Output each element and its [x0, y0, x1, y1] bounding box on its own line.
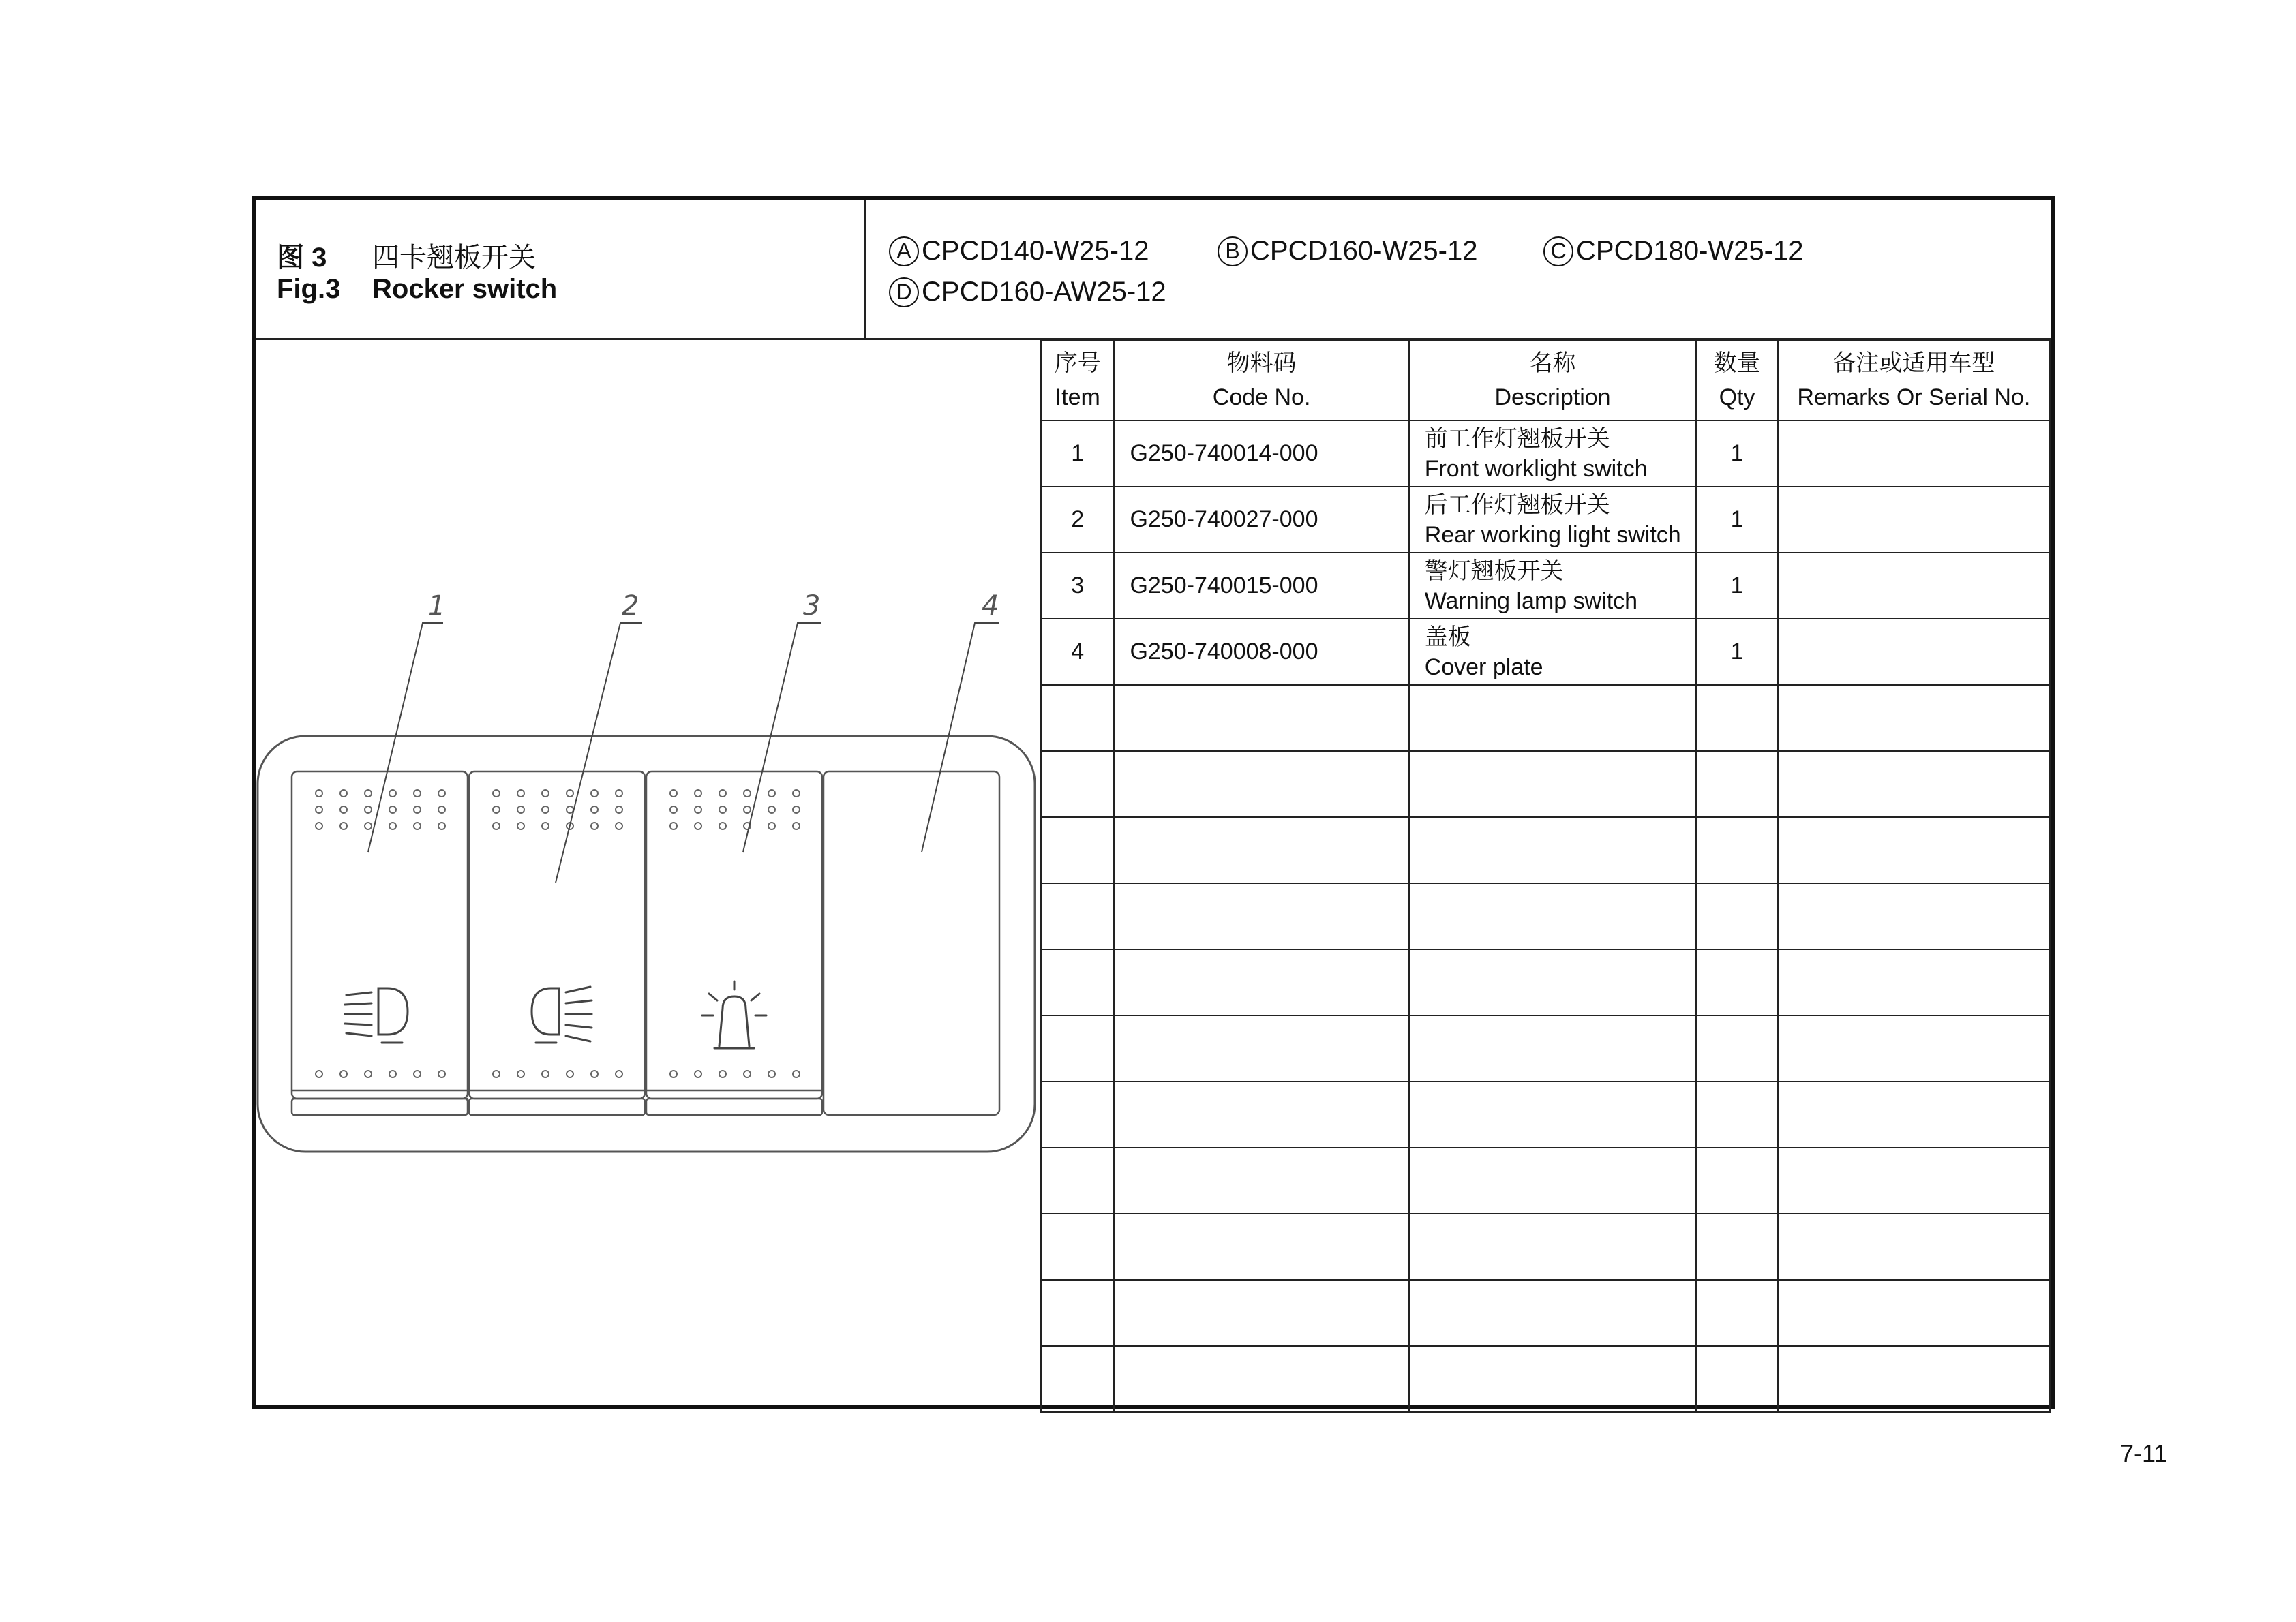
cell-item: 3	[1041, 553, 1114, 619]
cell-empty	[1696, 1214, 1777, 1280]
cell-empty	[1114, 1280, 1408, 1346]
table-row	[1041, 553, 2050, 619]
cell-empty	[1778, 883, 2050, 949]
cell-empty	[1696, 817, 1777, 883]
cell-empty	[1114, 685, 1408, 751]
table-row-empty	[1041, 1082, 2050, 1148]
table-row	[1041, 619, 2050, 685]
cell-empty	[1409, 685, 1697, 751]
cell-qty: 1	[1696, 420, 1777, 487]
table-row	[1041, 487, 2050, 553]
cell-empty	[1041, 883, 1114, 949]
cell-empty	[1114, 883, 1408, 949]
table-row-empty	[1041, 949, 2050, 1015]
header-code: 物料码 Code No.	[1114, 340, 1408, 420]
cell-empty	[1041, 685, 1114, 751]
cell-empty	[1409, 751, 1697, 817]
cell-empty	[1114, 817, 1408, 883]
cell-empty	[1041, 1346, 1114, 1412]
cell-empty	[1114, 1214, 1408, 1280]
cell-item: 4	[1041, 619, 1114, 685]
cell-empty	[1041, 1214, 1114, 1280]
cell-empty	[1114, 1346, 1408, 1412]
cell-empty	[1114, 751, 1408, 817]
callout-4: 4	[982, 590, 999, 622]
model-c	[1543, 236, 1803, 266]
cell-description: 后工作灯翘板开关 Rear working light switch	[1409, 487, 1697, 553]
model-d	[889, 277, 1166, 307]
cell-empty	[1778, 1214, 2050, 1280]
cell-empty	[1778, 1280, 2050, 1346]
table-row-empty	[1041, 1015, 2050, 1082]
cell-empty	[1409, 1346, 1697, 1412]
cell-code: G250-740008-000	[1114, 619, 1408, 685]
table-header-row	[1041, 340, 2050, 420]
cell-empty	[1041, 751, 1114, 817]
figure-title-en	[277, 274, 557, 305]
cell-item: 1	[1041, 420, 1114, 487]
parts-table	[1040, 339, 2051, 1413]
cell-empty	[1696, 1346, 1777, 1412]
cell-remarks	[1778, 619, 2050, 685]
cell-empty	[1778, 751, 2050, 817]
figure-title-cn-text: 四卡翘板开关	[372, 243, 536, 273]
cell-empty	[1114, 949, 1408, 1015]
cell-empty	[1041, 817, 1114, 883]
model-c-mark: C	[1543, 236, 1573, 266]
header-item: 序号 Item	[1041, 340, 1114, 420]
cell-empty	[1696, 751, 1777, 817]
cell-empty	[1696, 1148, 1777, 1214]
cell-empty	[1114, 1148, 1408, 1214]
figure-title-en-text: Rocker switch	[372, 274, 558, 304]
cell-qty: 1	[1696, 487, 1777, 553]
figure-title-cn	[277, 236, 536, 275]
cell-empty	[1696, 685, 1777, 751]
table-row-empty	[1041, 1346, 2050, 1412]
cell-empty	[1409, 1015, 1697, 1082]
figure-label-en: Fig.3	[277, 274, 341, 304]
table-row-empty	[1041, 883, 2050, 949]
model-b-name: CPCD160-W25-12	[1250, 236, 1478, 266]
cell-empty	[1409, 1214, 1697, 1280]
cell-empty	[1114, 1082, 1408, 1148]
cell-empty	[1778, 817, 2050, 883]
table-row-empty	[1041, 817, 2050, 883]
cell-empty	[1114, 1015, 1408, 1082]
cell-empty	[1696, 1015, 1777, 1082]
cell-empty	[1778, 949, 2050, 1015]
model-a-name: CPCD140-W25-12	[922, 236, 1149, 266]
model-d-name: CPCD160-AW25-12	[922, 277, 1166, 307]
table-row	[1041, 420, 2050, 487]
cell-empty	[1409, 1082, 1697, 1148]
cell-empty	[1778, 1148, 2050, 1214]
cell-empty	[1409, 817, 1697, 883]
cell-remarks	[1778, 420, 2050, 487]
table-row-empty	[1041, 685, 2050, 751]
cell-empty	[1409, 949, 1697, 1015]
cell-empty	[1778, 685, 2050, 751]
cell-empty	[1778, 1082, 2050, 1148]
cell-empty	[1041, 1148, 1114, 1214]
model-b	[1218, 236, 1477, 266]
cell-qty: 1	[1696, 553, 1777, 619]
cell-remarks	[1778, 487, 2050, 553]
cell-empty	[1696, 949, 1777, 1015]
cell-description: 前工作灯翘板开关 Front worklight switch	[1409, 420, 1697, 487]
callout-1: 1	[428, 590, 446, 622]
cell-empty	[1778, 1346, 2050, 1412]
cell-empty	[1696, 1280, 1777, 1346]
cell-description: 警灯翘板开关 Warning lamp switch	[1409, 553, 1697, 619]
table-row-empty	[1041, 1214, 2050, 1280]
cell-empty	[1778, 1015, 2050, 1082]
table-row-empty	[1041, 1280, 2050, 1346]
callout-3: 3	[803, 590, 821, 622]
cell-item: 2	[1041, 487, 1114, 553]
header-column-divider	[864, 200, 866, 339]
header-remarks: 备注或适用车型 Remarks Or Serial No.	[1778, 340, 2050, 420]
cell-empty	[1041, 1280, 1114, 1346]
cell-empty	[1041, 1015, 1114, 1082]
cell-empty	[1696, 1082, 1777, 1148]
table-row-empty	[1041, 751, 2050, 817]
model-b-mark: B	[1218, 236, 1248, 266]
model-d-mark: D	[889, 277, 919, 307]
cell-code: G250-740027-000	[1114, 487, 1408, 553]
cell-code: G250-740015-000	[1114, 553, 1408, 619]
cell-empty	[1041, 949, 1114, 1015]
model-c-name: CPCD180-W25-12	[1576, 236, 1804, 266]
model-a	[889, 236, 1149, 266]
header-description: 名称 Description	[1409, 340, 1697, 420]
drawing-frame	[252, 196, 2055, 1409]
callout-2: 2	[622, 590, 639, 622]
cell-empty	[1409, 1148, 1697, 1214]
cell-remarks	[1778, 553, 2050, 619]
header-qty: 数量 Qty	[1696, 340, 1777, 420]
page-number: 7-11	[2120, 1439, 2168, 1467]
cell-qty: 1	[1696, 619, 1777, 685]
table-row-empty	[1041, 1148, 2050, 1214]
model-a-mark: A	[889, 236, 919, 266]
cell-empty	[1409, 1280, 1697, 1346]
cell-empty	[1696, 883, 1777, 949]
cell-empty	[1041, 1082, 1114, 1148]
cell-description: 盖板 Cover plate	[1409, 619, 1697, 685]
cell-code: G250-740014-000	[1114, 420, 1408, 487]
figure-label-cn: 图 3	[277, 243, 327, 273]
cell-empty	[1409, 883, 1697, 949]
